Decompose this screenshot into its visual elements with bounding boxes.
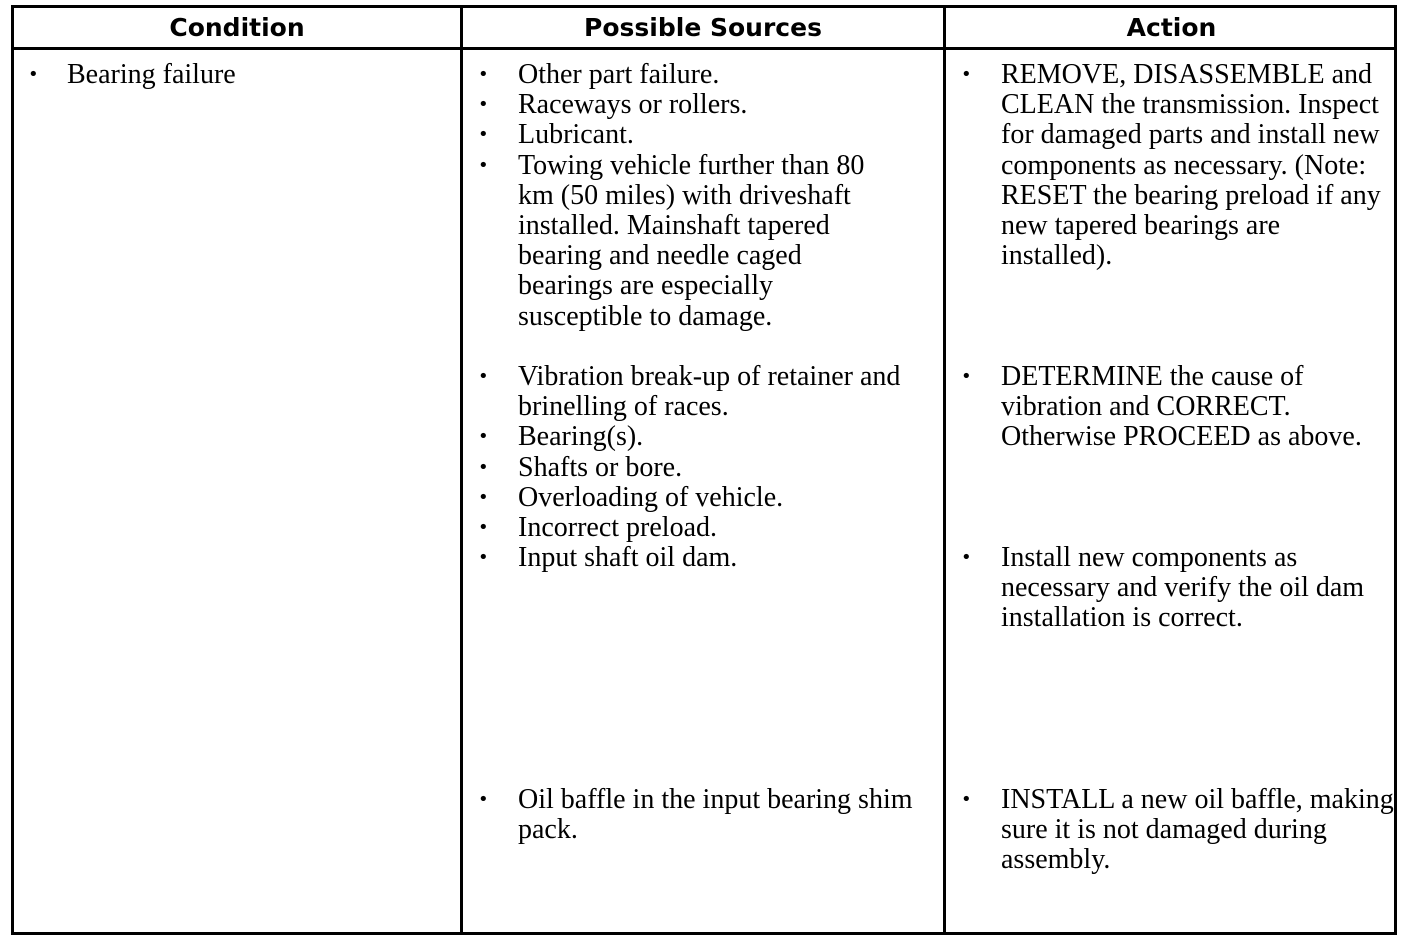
source-text: Shafts or bore.	[518, 451, 683, 483]
action-text: INSTALL a new oil baffle, making sure it is not damaged during assembly.	[1001, 784, 1394, 876]
list-item	[463, 543, 943, 573]
bullet-icon: •	[478, 517, 489, 539]
source-text: Overloading of vehicle.	[518, 481, 784, 513]
source-text: Raceways or rollers.	[518, 89, 748, 121]
bullet-icon: •	[961, 366, 972, 387]
action-text: Install new components as necessary and verify the oil dam installation is correct.	[1001, 542, 1365, 634]
bullet-icon: •	[961, 789, 972, 810]
source-text: Other part failure.	[518, 59, 720, 90]
sources-group-1	[463, 60, 943, 332]
bullet-icon: •	[478, 94, 489, 116]
bullet-icon: •	[961, 547, 972, 568]
action-text: DETERMINE the cause of vibration and CORRECT. Otherwise PROCEED as above.	[1001, 361, 1362, 453]
table-header-row	[14, 8, 1394, 50]
sources-group-2	[463, 362, 943, 573]
troubleshooting-table	[11, 5, 1397, 935]
bullet-icon: •	[478, 64, 489, 85]
bullet-icon: •	[478, 456, 489, 478]
list-item	[463, 453, 943, 483]
sources-cell	[463, 60, 943, 930]
bullet-icon: •	[478, 486, 489, 508]
condition-text: Bearing failure	[67, 59, 236, 90]
list-item	[946, 362, 1397, 453]
bullet-icon: •	[28, 64, 39, 85]
list-item	[463, 422, 943, 452]
source-text: Towing vehicle further than 80 km (50 miles) with driveshaft installed. Mainshaft tapered bearing and needle caged bearings are especially susceptible to damage.	[518, 149, 865, 332]
action-group-4	[946, 785, 1397, 876]
action-group-2	[946, 362, 1397, 453]
action-cell	[946, 60, 1397, 930]
source-text: Bearing(s).	[518, 421, 644, 453]
list-item	[946, 785, 1397, 876]
action-text: REMOVE, DISASSEMBLE and CLEAN the transmission. Inspect for damaged parts and install new components as necessary. (Note: RESET the bearing preload if any new tapered bearings are installed).	[1001, 59, 1381, 272]
bullet-icon: •	[478, 547, 489, 569]
condition-cell	[14, 60, 460, 90]
list-item	[463, 785, 943, 845]
sources-group-3	[463, 785, 943, 845]
list-item	[463, 60, 943, 90]
source-text: Vibration break-up of retainer and brinelling of races.	[518, 361, 901, 423]
source-text: Oil baffle in the input bearing shim pack.	[518, 784, 913, 846]
list-item	[463, 483, 943, 513]
list-item	[463, 362, 943, 422]
list-item	[463, 90, 943, 120]
list-item	[463, 151, 943, 332]
bullet-icon: •	[961, 64, 972, 85]
source-text: Input shaft oil dam.	[518, 542, 738, 574]
bullet-icon: •	[478, 366, 489, 387]
header-condition: Condition	[169, 13, 305, 42]
bullet-icon: •	[478, 789, 489, 810]
list-item	[463, 513, 943, 543]
action-group-1	[946, 60, 1397, 271]
source-text: Incorrect preload.	[518, 512, 717, 544]
bullet-icon: •	[478, 124, 489, 146]
header-possible-sources: Possible Sources	[584, 13, 822, 42]
source-text: Lubricant.	[518, 119, 634, 151]
list-item	[14, 60, 460, 90]
header-action: Action	[1126, 13, 1217, 42]
action-group-3	[946, 543, 1397, 634]
list-item	[946, 60, 1397, 271]
bullet-icon: •	[478, 426, 489, 448]
list-item	[946, 543, 1397, 634]
list-item	[463, 120, 943, 150]
bullet-icon: •	[478, 154, 489, 176]
